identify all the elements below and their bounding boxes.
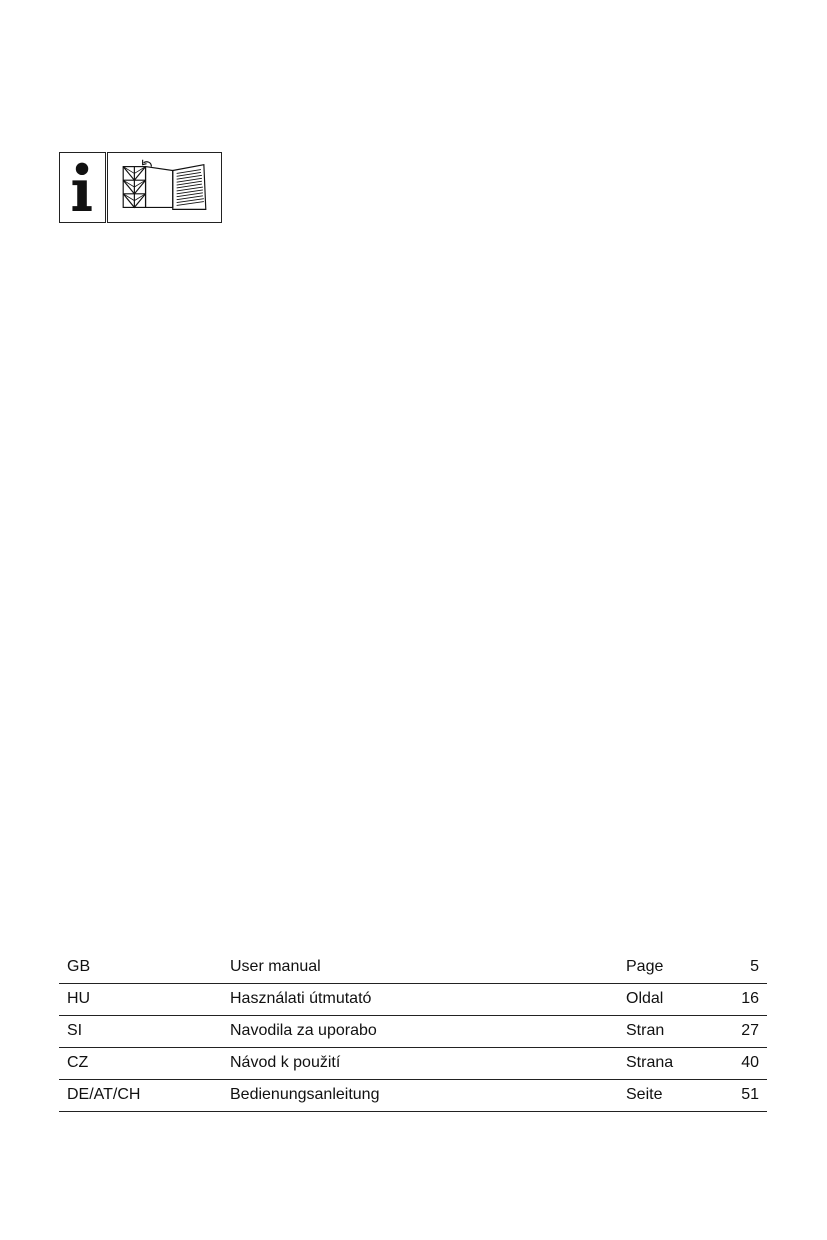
language-code: HU — [67, 990, 91, 1007]
page-number: 51 — [741, 1086, 759, 1103]
header-icons — [59, 152, 224, 225]
manual-title: Használati útmutató — [230, 990, 372, 1007]
page-word: Stran — [626, 1022, 665, 1039]
manual-title: Bedienungsanleitung — [230, 1086, 380, 1103]
page-number: 27 — [741, 1022, 759, 1039]
info-icon — [59, 152, 106, 223]
page-word: Seite — [626, 1086, 663, 1103]
language-code: GB — [67, 958, 91, 975]
manual-title: Navodila za uporabo — [230, 1022, 377, 1039]
page-number: 5 — [750, 958, 759, 975]
table-of-contents — [59, 952, 767, 1112]
manual-title: Návod k použití — [230, 1054, 341, 1071]
toc-row-hu[interactable] — [59, 984, 767, 1016]
fold-out-page-icon — [107, 152, 222, 223]
toc-row-si[interactable] — [59, 1016, 767, 1048]
language-code: DE/AT/CH — [67, 1086, 141, 1103]
toc-row-cz[interactable] — [59, 1048, 767, 1080]
language-code: SI — [67, 1022, 83, 1039]
page-number: 40 — [741, 1054, 759, 1071]
page-word: Oldal — [626, 990, 664, 1007]
toc-row-gb[interactable] — [59, 952, 767, 984]
language-code: CZ — [67, 1054, 89, 1071]
page-word: Page — [626, 958, 664, 975]
toc-row-de-at-ch[interactable] — [59, 1080, 767, 1112]
manual-title: User manual — [230, 958, 321, 975]
page-number: 16 — [741, 990, 759, 1007]
page-word: Strana — [626, 1054, 674, 1071]
